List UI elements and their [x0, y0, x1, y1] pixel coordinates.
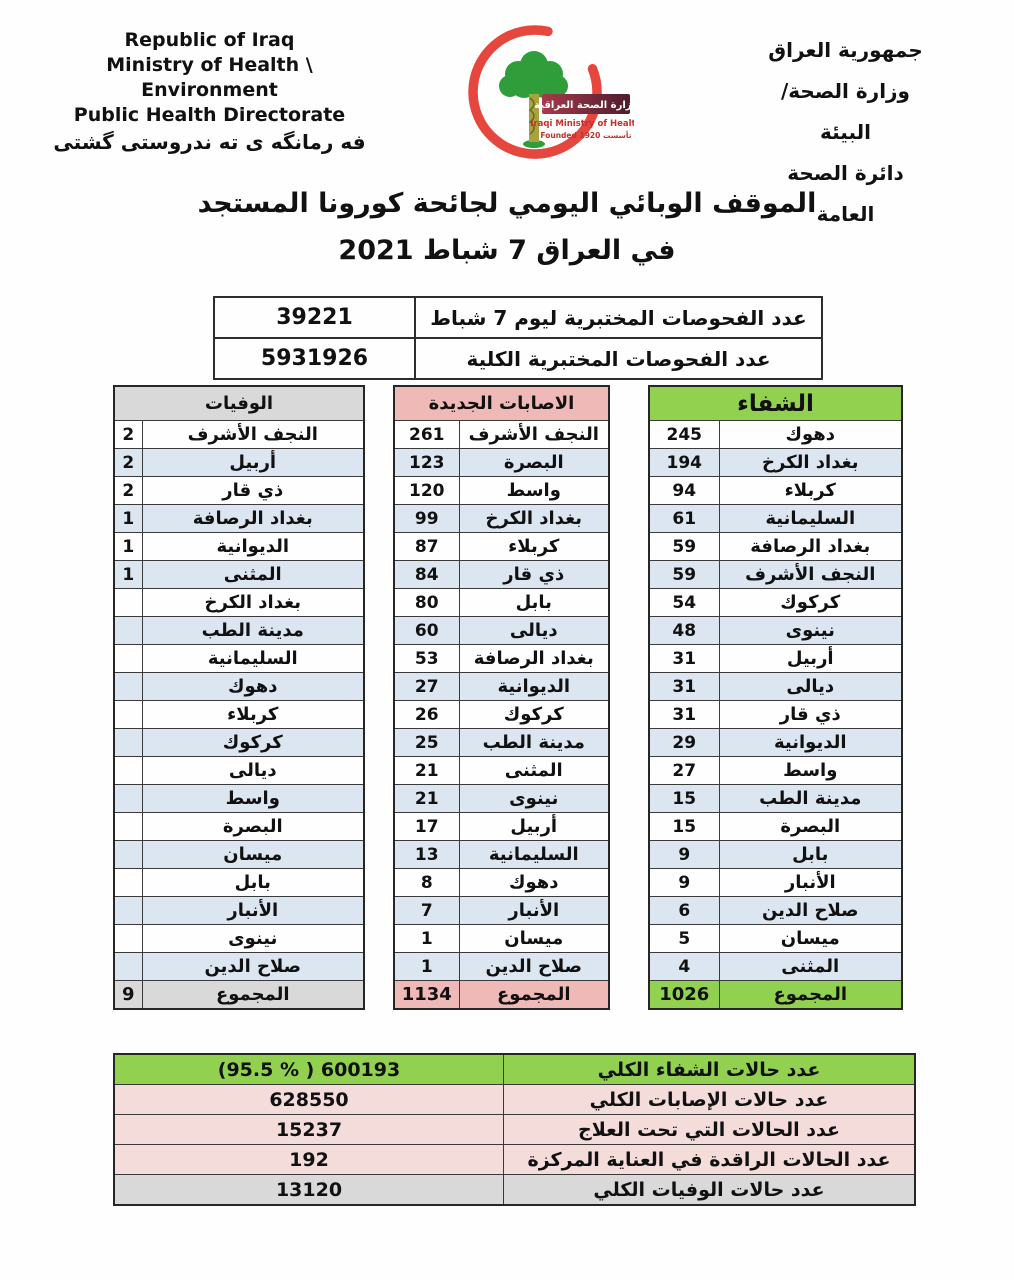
ministry-logo-graphic — [462, 14, 634, 164]
logo-subtitle: Iraqi Ministry of Health — [530, 119, 634, 129]
province-cell: ديالى — [459, 617, 609, 645]
table-row — [394, 925, 609, 953]
province-cell: نينوى — [719, 617, 902, 645]
value-cell: 120 — [394, 477, 459, 505]
province-cell: مدينة الطب — [719, 785, 902, 813]
province-cell: صلاح الدين — [459, 953, 609, 981]
summary-value-cell: 628550 — [114, 1085, 504, 1115]
province-cell: ديالى — [142, 757, 364, 785]
table-row — [214, 297, 822, 338]
tests-table — [213, 296, 823, 380]
value-cell: 1 — [394, 925, 459, 953]
value-cell: 1 — [394, 953, 459, 981]
province-cell: بابل — [142, 869, 364, 897]
province-cell: نينوى — [142, 925, 364, 953]
table-row — [114, 925, 364, 953]
logo-band-text: وزارة الصحة العراقية — [534, 100, 634, 111]
province-cell: كركوك — [459, 701, 609, 729]
table-row — [114, 449, 364, 477]
table-row — [114, 505, 364, 533]
table-row — [649, 477, 902, 505]
value-cell: 21 — [394, 785, 459, 813]
value-cell: 1 — [114, 561, 142, 589]
province-cell: بابل — [459, 589, 609, 617]
table-row — [394, 953, 609, 981]
value-cell — [114, 953, 142, 981]
value-cell: 99 — [394, 505, 459, 533]
table-row — [649, 841, 902, 869]
value-cell: 59 — [649, 533, 719, 561]
province-cell: واسط — [459, 477, 609, 505]
table-row — [649, 953, 902, 981]
table-row — [114, 953, 364, 981]
province-cell: البصرة — [459, 449, 609, 477]
table-row — [649, 757, 902, 785]
value-cell — [114, 841, 142, 869]
province-cell: ميسان — [459, 925, 609, 953]
header-line-directorate: Public Health Directorate — [73, 104, 346, 126]
table-row — [114, 673, 364, 701]
header-line-ministry: Ministry of Health \ Environment — [106, 54, 313, 101]
value-cell: 31 — [649, 645, 719, 673]
table-row — [649, 813, 902, 841]
province-cell: واسط — [142, 785, 364, 813]
summary-value-cell: 15237 — [114, 1115, 504, 1145]
value-cell — [114, 701, 142, 729]
summary-label-cell: عدد الحالات التي تحت العلاج — [504, 1115, 916, 1145]
value-cell: 61 — [649, 505, 719, 533]
value-cell: 59 — [649, 561, 719, 589]
ministry-logo — [462, 14, 634, 164]
value-cell — [114, 785, 142, 813]
table-row — [114, 813, 364, 841]
table-row — [649, 729, 902, 757]
table-row — [114, 785, 364, 813]
value-cell — [114, 673, 142, 701]
value-cell — [114, 897, 142, 925]
summary-row — [114, 1145, 915, 1175]
value-cell: 80 — [394, 589, 459, 617]
table-row — [394, 869, 609, 897]
table-row — [114, 477, 364, 505]
value-cell: 60 — [394, 617, 459, 645]
province-cell: الأنبار — [459, 897, 609, 925]
new-cases-table — [393, 385, 610, 1010]
value-cell: 29 — [649, 729, 719, 757]
table-row — [649, 645, 902, 673]
recoveries-table — [648, 385, 903, 1010]
province-cell: كركوك — [142, 729, 364, 757]
tests-value-cell: 39221 — [214, 297, 415, 338]
value-cell — [114, 589, 142, 617]
summary-row — [114, 1085, 915, 1115]
table-row — [114, 589, 364, 617]
table-row — [394, 477, 609, 505]
table-row — [114, 701, 364, 729]
value-cell — [114, 757, 142, 785]
value-cell: 27 — [394, 673, 459, 701]
summary-label-cell: عدد الحالات الراقدة في العناية المركزة — [504, 1145, 916, 1175]
value-cell: 245 — [649, 421, 719, 449]
value-cell: 54 — [649, 589, 719, 617]
table-row — [649, 785, 902, 813]
province-cell: نينوى — [459, 785, 609, 813]
value-cell: 15 — [649, 813, 719, 841]
report-title — [0, 180, 1014, 274]
value-cell: 21 — [394, 757, 459, 785]
table-row — [394, 617, 609, 645]
summary-value-cell: (95.5 % ) 600193 — [114, 1054, 504, 1085]
province-cell: النجف الأشرف — [719, 561, 902, 589]
table-row — [649, 561, 902, 589]
table-row — [649, 925, 902, 953]
table-row — [649, 505, 902, 533]
table-row — [114, 757, 364, 785]
value-cell — [114, 617, 142, 645]
value-cell: 1 — [114, 505, 142, 533]
summary-row — [114, 1054, 915, 1085]
province-cell: مدينة الطب — [142, 617, 364, 645]
report-title-line2: في العراق 7 شباط 2021 — [338, 235, 676, 266]
table-row — [394, 897, 609, 925]
province-cell: الأنبار — [142, 897, 364, 925]
table-row — [394, 645, 609, 673]
table-row — [214, 338, 822, 379]
value-cell: 48 — [649, 617, 719, 645]
table-total-row — [649, 981, 902, 1010]
province-cell: واسط — [719, 757, 902, 785]
value-cell: 7 — [394, 897, 459, 925]
table-row — [394, 673, 609, 701]
summary-value-cell: 13120 — [114, 1175, 504, 1206]
province-cell: بغداد الكرخ — [142, 589, 364, 617]
table-row — [394, 785, 609, 813]
header-line-kurdish: فه رمانگه ی ته ندروستی گشتی — [53, 130, 366, 154]
recoveries-table-title: الشفاء — [649, 386, 902, 421]
value-cell — [114, 813, 142, 841]
table-row — [394, 561, 609, 589]
table-row — [114, 729, 364, 757]
table-row — [649, 589, 902, 617]
province-cell: بغداد الكرخ — [719, 449, 902, 477]
province-cell: كربلاء — [459, 533, 609, 561]
table-row — [649, 449, 902, 477]
header-line-country: Republic of Iraq — [124, 29, 295, 51]
table-row — [649, 421, 902, 449]
summary-label-cell: عدد حالات الإصابات الكلي — [504, 1085, 916, 1115]
province-cell: ذي قار — [459, 561, 609, 589]
value-cell: 87 — [394, 533, 459, 561]
value-cell: 84 — [394, 561, 459, 589]
table-row — [649, 869, 902, 897]
total-value-cell: 9 — [114, 981, 142, 1010]
province-cell: النجف الأشرف — [142, 421, 364, 449]
table-total-row — [394, 981, 609, 1010]
table-row — [114, 841, 364, 869]
table-row — [114, 421, 364, 449]
total-value-cell: 1026 — [649, 981, 719, 1010]
province-cell: أربيل — [719, 645, 902, 673]
tests-value-cell: 5931926 — [214, 338, 415, 379]
province-cell: صلاح الدين — [719, 897, 902, 925]
value-cell — [114, 925, 142, 953]
value-cell — [114, 729, 142, 757]
value-cell: 5 — [649, 925, 719, 953]
province-cell: كربلاء — [719, 477, 902, 505]
value-cell: 2 — [114, 477, 142, 505]
table-row — [394, 729, 609, 757]
province-cell: ميسان — [142, 841, 364, 869]
value-cell: 26 — [394, 701, 459, 729]
table-row — [114, 897, 364, 925]
header-english-block — [42, 28, 377, 155]
value-cell: 13 — [394, 841, 459, 869]
value-cell: 27 — [649, 757, 719, 785]
value-cell: 9 — [649, 869, 719, 897]
table-row — [394, 813, 609, 841]
total-label-cell: المجموع — [719, 981, 902, 1010]
header-ar-directorate: دائرة الصحة العامة — [787, 161, 904, 226]
report-title-line1: الموقف الوبائي اليومي لجائحة كورونا المستجد — [197, 188, 817, 219]
table-row — [114, 645, 364, 673]
table-header-row — [114, 386, 364, 421]
value-cell: 194 — [649, 449, 719, 477]
province-cell: النجف الأشرف — [459, 421, 609, 449]
summary-row — [114, 1175, 915, 1206]
province-cell: كركوك — [719, 589, 902, 617]
province-cell: أربيل — [142, 449, 364, 477]
province-cell: كربلاء — [142, 701, 364, 729]
value-cell: 2 — [114, 449, 142, 477]
province-cell: ذي قار — [719, 701, 902, 729]
value-cell: 94 — [649, 477, 719, 505]
province-cell: ميسان — [719, 925, 902, 953]
province-cell: ذي قار — [142, 477, 364, 505]
summary-label-cell: عدد حالات الوفيات الكلي — [504, 1175, 916, 1206]
value-cell: 17 — [394, 813, 459, 841]
table-row — [649, 701, 902, 729]
province-cell: بابل — [719, 841, 902, 869]
value-cell: 31 — [649, 701, 719, 729]
province-cell: البصرة — [142, 813, 364, 841]
province-cell: السليمانية — [719, 505, 902, 533]
summary-row — [114, 1115, 915, 1145]
province-cell: الديوانية — [719, 729, 902, 757]
value-cell: 31 — [649, 673, 719, 701]
province-cell: السليمانية — [142, 645, 364, 673]
province-cell: دهوك — [459, 869, 609, 897]
province-cell: بغداد الرصافة — [459, 645, 609, 673]
total-label-cell: المجموع — [459, 981, 609, 1010]
province-cell: مدينة الطب — [459, 729, 609, 757]
province-cell: أربيل — [459, 813, 609, 841]
logo-founded: Founded 1920 تأسست — [540, 131, 632, 140]
value-cell: 6 — [649, 897, 719, 925]
province-cell: السليمانية — [459, 841, 609, 869]
province-cell: دهوك — [142, 673, 364, 701]
header-ar-ministry: وزارة الصحة/ البيئة — [780, 79, 910, 144]
table-row — [394, 757, 609, 785]
value-cell: 9 — [649, 841, 719, 869]
value-cell — [114, 645, 142, 673]
value-cell: 123 — [394, 449, 459, 477]
value-cell — [114, 869, 142, 897]
value-cell: 8 — [394, 869, 459, 897]
table-row — [394, 701, 609, 729]
tests-label-cell: عدد الفحوصات المختبرية ليوم 7 شباط — [415, 297, 822, 338]
table-row — [114, 617, 364, 645]
table-row — [394, 589, 609, 617]
province-cell: ديالى — [719, 673, 902, 701]
table-row — [394, 505, 609, 533]
table-row — [649, 533, 902, 561]
province-cell: المثنى — [459, 757, 609, 785]
summary-table — [113, 1053, 916, 1206]
value-cell: 25 — [394, 729, 459, 757]
province-cell: المثنى — [142, 561, 364, 589]
table-row — [649, 673, 902, 701]
province-cell: الديوانية — [459, 673, 609, 701]
table-row — [649, 617, 902, 645]
province-cell: دهوك — [719, 421, 902, 449]
value-cell: 2 — [114, 421, 142, 449]
province-cell: بغداد الكرخ — [459, 505, 609, 533]
summary-value-cell: 192 — [114, 1145, 504, 1175]
total-value-cell: 1134 — [394, 981, 459, 1010]
deaths-table — [113, 385, 365, 1010]
province-cell: بغداد الرصافة — [142, 505, 364, 533]
table-row — [394, 533, 609, 561]
province-cell: الديوانية — [142, 533, 364, 561]
header-ar-country: جمهورية العراق — [768, 38, 923, 62]
value-cell: 4 — [649, 953, 719, 981]
newcases-table-title: الاصابات الجديدة — [394, 386, 609, 421]
table-row — [394, 841, 609, 869]
table-header-row — [649, 386, 902, 421]
value-cell: 53 — [394, 645, 459, 673]
value-cell: 15 — [649, 785, 719, 813]
summary-label-cell: عدد حالات الشفاء الكلي — [504, 1054, 916, 1085]
table-row — [114, 869, 364, 897]
table-row — [114, 561, 364, 589]
province-cell: الأنبار — [719, 869, 902, 897]
table-row — [394, 449, 609, 477]
province-cell: بغداد الرصافة — [719, 533, 902, 561]
table-row — [649, 897, 902, 925]
table-total-row — [114, 981, 364, 1010]
province-cell: المثنى — [719, 953, 902, 981]
value-cell: 261 — [394, 421, 459, 449]
value-cell: 1 — [114, 533, 142, 561]
province-cell: صلاح الدين — [142, 953, 364, 981]
province-cell: البصرة — [719, 813, 902, 841]
tests-label-cell: عدد الفحوصات المختبرية الكلية — [415, 338, 822, 379]
table-header-row — [394, 386, 609, 421]
deaths-table-title: الوفيات — [114, 386, 364, 421]
total-label-cell: المجموع — [142, 981, 364, 1010]
table-row — [394, 421, 609, 449]
table-row — [114, 533, 364, 561]
